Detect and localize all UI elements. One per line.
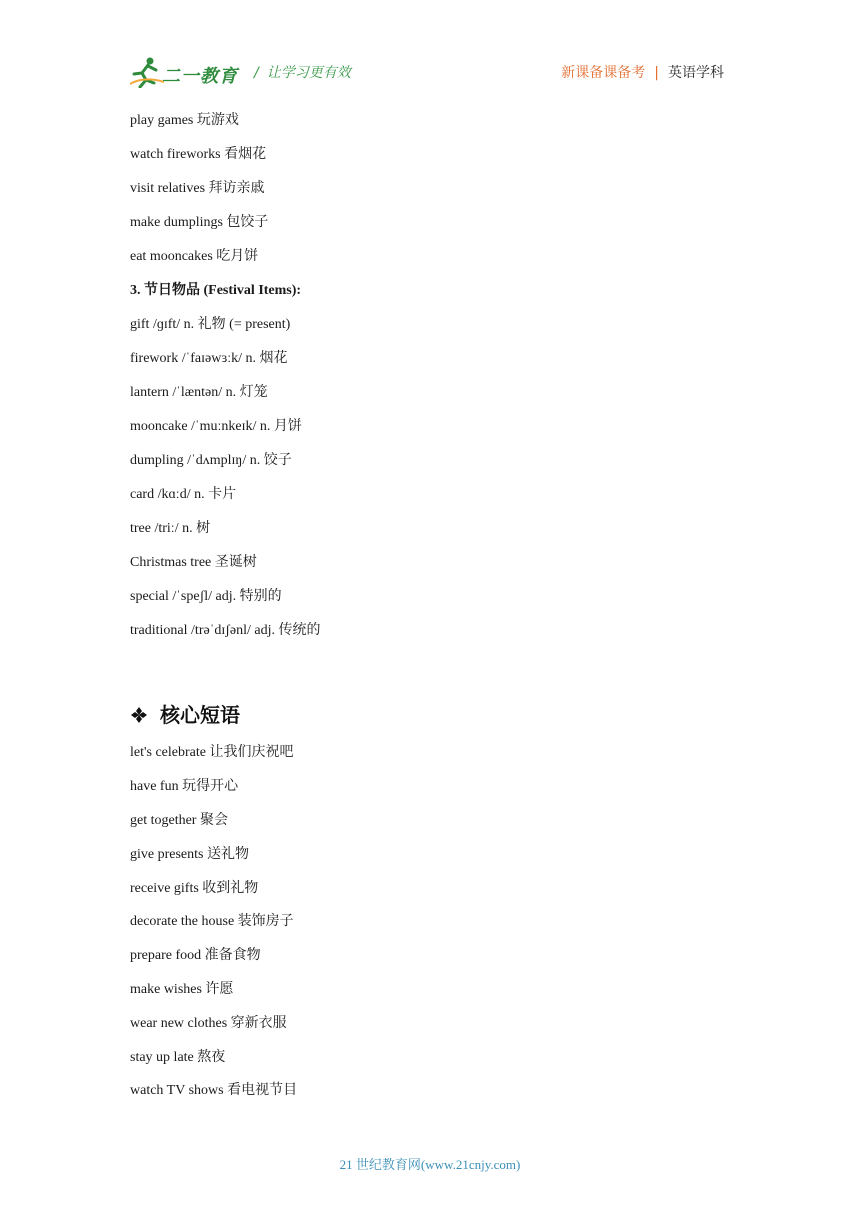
list-item-activity: visit relatives 拜访亲戚 xyxy=(130,181,265,196)
list-item-vocab: lantern /ˈlæntən/ n. 灯笼 xyxy=(130,385,268,400)
page-header xyxy=(0,0,860,100)
core-phrases-title: 核心短语 xyxy=(160,703,240,727)
slogan-text: 让学习更有效 xyxy=(266,65,351,81)
list-item-phrase: have fun 玩得开心 xyxy=(130,779,239,794)
list-item-phrase: watch TV shows 看电视节目 xyxy=(130,1083,298,1098)
header-tags xyxy=(561,62,724,82)
list-item-activity: play games 玩游戏 xyxy=(130,113,239,128)
page-footer: 21 世纪教育网(www.21cnjy.com) xyxy=(339,1157,521,1172)
list-item-vocab: dumpling /ˈdʌmplɪŋ/ n. 饺子 xyxy=(130,453,292,468)
list-item-activity: eat mooncakes 吃月饼 xyxy=(130,249,259,264)
list-item-phrase: receive gifts 收到礼物 xyxy=(130,881,259,896)
list-item-activity: make dumplings 包饺子 xyxy=(130,215,269,230)
list-item-vocab: Christmas tree 圣诞树 xyxy=(130,555,257,570)
list-item-vocab: mooncake /ˈmuːnkeɪk/ n. 月饼 xyxy=(130,419,302,434)
slogan-slash: / xyxy=(254,65,259,81)
list-item-vocab: gift /ɡɪft/ n. 礼物 (= present) xyxy=(130,317,291,332)
list-item-phrase: give presents 送礼物 xyxy=(130,847,249,862)
list-item-phrase: make wishes 许愿 xyxy=(130,982,234,997)
list-item-phrase: let's celebrate 让我们庆祝吧 xyxy=(130,745,294,760)
header-tag-subject: 英语学科 xyxy=(668,65,724,81)
festival-items-heading: 3. 节日物品 (Festival Items): xyxy=(130,283,302,298)
list-item-phrase: decorate the house 装饰房子 xyxy=(130,914,294,929)
list-item-phrase: prepare food 准备食物 xyxy=(130,948,261,963)
list-item-phrase: get together 聚会 xyxy=(130,813,228,828)
header-tag-course: 新课备课备考 xyxy=(561,65,646,81)
list-item-phrase: stay up late 熬夜 xyxy=(130,1050,226,1065)
list-item-phrase: wear new clothes 穿新衣服 xyxy=(130,1016,287,1031)
list-item-vocab: tree /triː/ n. 树 xyxy=(130,521,211,536)
list-item-vocab: card /kɑːd/ n. 卡片 xyxy=(130,487,237,502)
core-phrases-heading xyxy=(130,699,240,728)
list-item-activity: watch fireworks 看烟花 xyxy=(130,147,267,162)
diamond-bullet-icon xyxy=(130,706,148,724)
brand-logo xyxy=(130,56,242,90)
slogan xyxy=(254,62,351,82)
list-item-vocab: firework /ˈfaɪəwɜːk/ n. 烟花 xyxy=(130,351,288,366)
logo-text: 二一教育 xyxy=(162,66,238,87)
header-separator: | xyxy=(654,65,659,81)
list-item-vocab: special /ˈspeʃl/ adj. 特别的 xyxy=(130,589,282,604)
list-item-vocab: traditional /trəˈdɪʃənl/ adj. 传统的 xyxy=(130,623,321,638)
runner-logo-icon xyxy=(130,56,164,88)
